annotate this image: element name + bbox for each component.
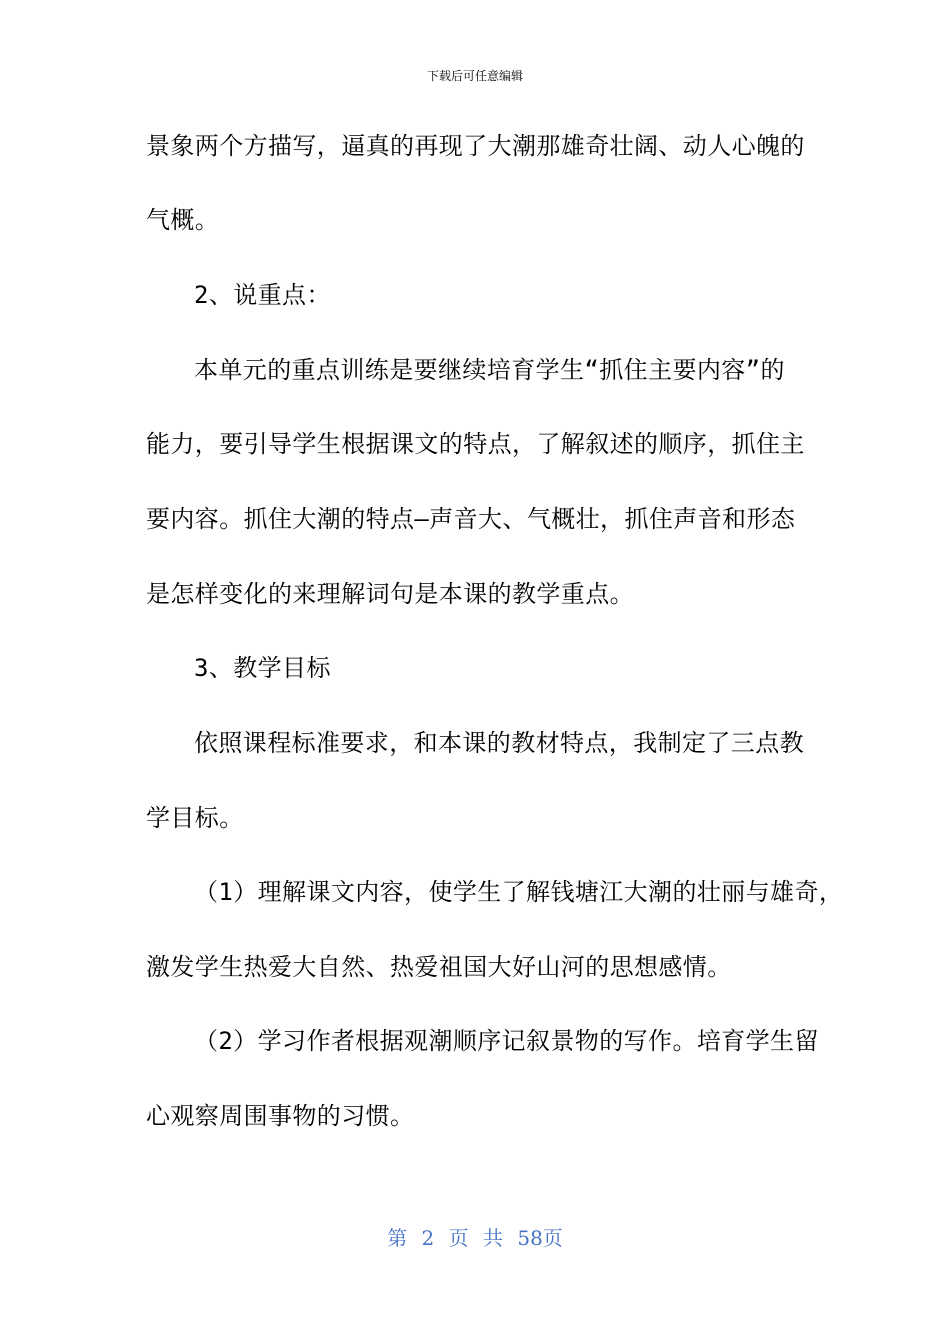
page-header: 下载后可任意编辑 bbox=[426, 69, 523, 83]
body-line: 依照课程标准要求，和本课的教材特点，我制定了三点教 bbox=[194, 729, 804, 757]
body-line: 是怎样变化的来理解词句是本课的教学重点。 bbox=[146, 580, 634, 608]
body-line: 能力，要引导学生根据课文的特点，了解叙述的顺序，抓住主 bbox=[146, 430, 805, 458]
page-footer bbox=[0, 1226, 950, 1250]
body-line: 要内容。抓住大潮的特点—声音大、气概壮，抓住声音和形态 bbox=[146, 505, 796, 533]
body-line: 学目标。 bbox=[146, 804, 244, 832]
body-line: 激发学生热爱大自然、热爱祖国大好山河的思想感情。 bbox=[146, 953, 732, 981]
section-heading: 2、说重点： bbox=[194, 281, 331, 309]
footer-total-pages: 58页 bbox=[517, 1226, 563, 1250]
body-line: （2）学习作者根据观潮顺序记叙景物的写作。培育学生留 bbox=[194, 1027, 819, 1055]
body-line: 气概。 bbox=[146, 206, 220, 234]
footer-page-number: 2 bbox=[421, 1226, 435, 1250]
body-line: 本单元的重点训练是要继续培育学生“抓住主要内容”的 bbox=[194, 356, 785, 384]
footer-ye: 页 bbox=[448, 1226, 469, 1250]
section-heading: 3、教学目标 bbox=[194, 654, 331, 682]
footer-gong: 共 bbox=[483, 1226, 503, 1250]
body-line: 景象两个方描写，逼真的再现了大潮那雄奇壮阔、动人心魄的 bbox=[146, 132, 805, 160]
body-line: （1）理解课文内容，使学生了解钱塘江大潮的壮丽与雄奇， bbox=[194, 878, 844, 906]
footer-di: 第 bbox=[387, 1226, 408, 1250]
body-line: 心观察周围事物的习惯。 bbox=[146, 1102, 415, 1130]
